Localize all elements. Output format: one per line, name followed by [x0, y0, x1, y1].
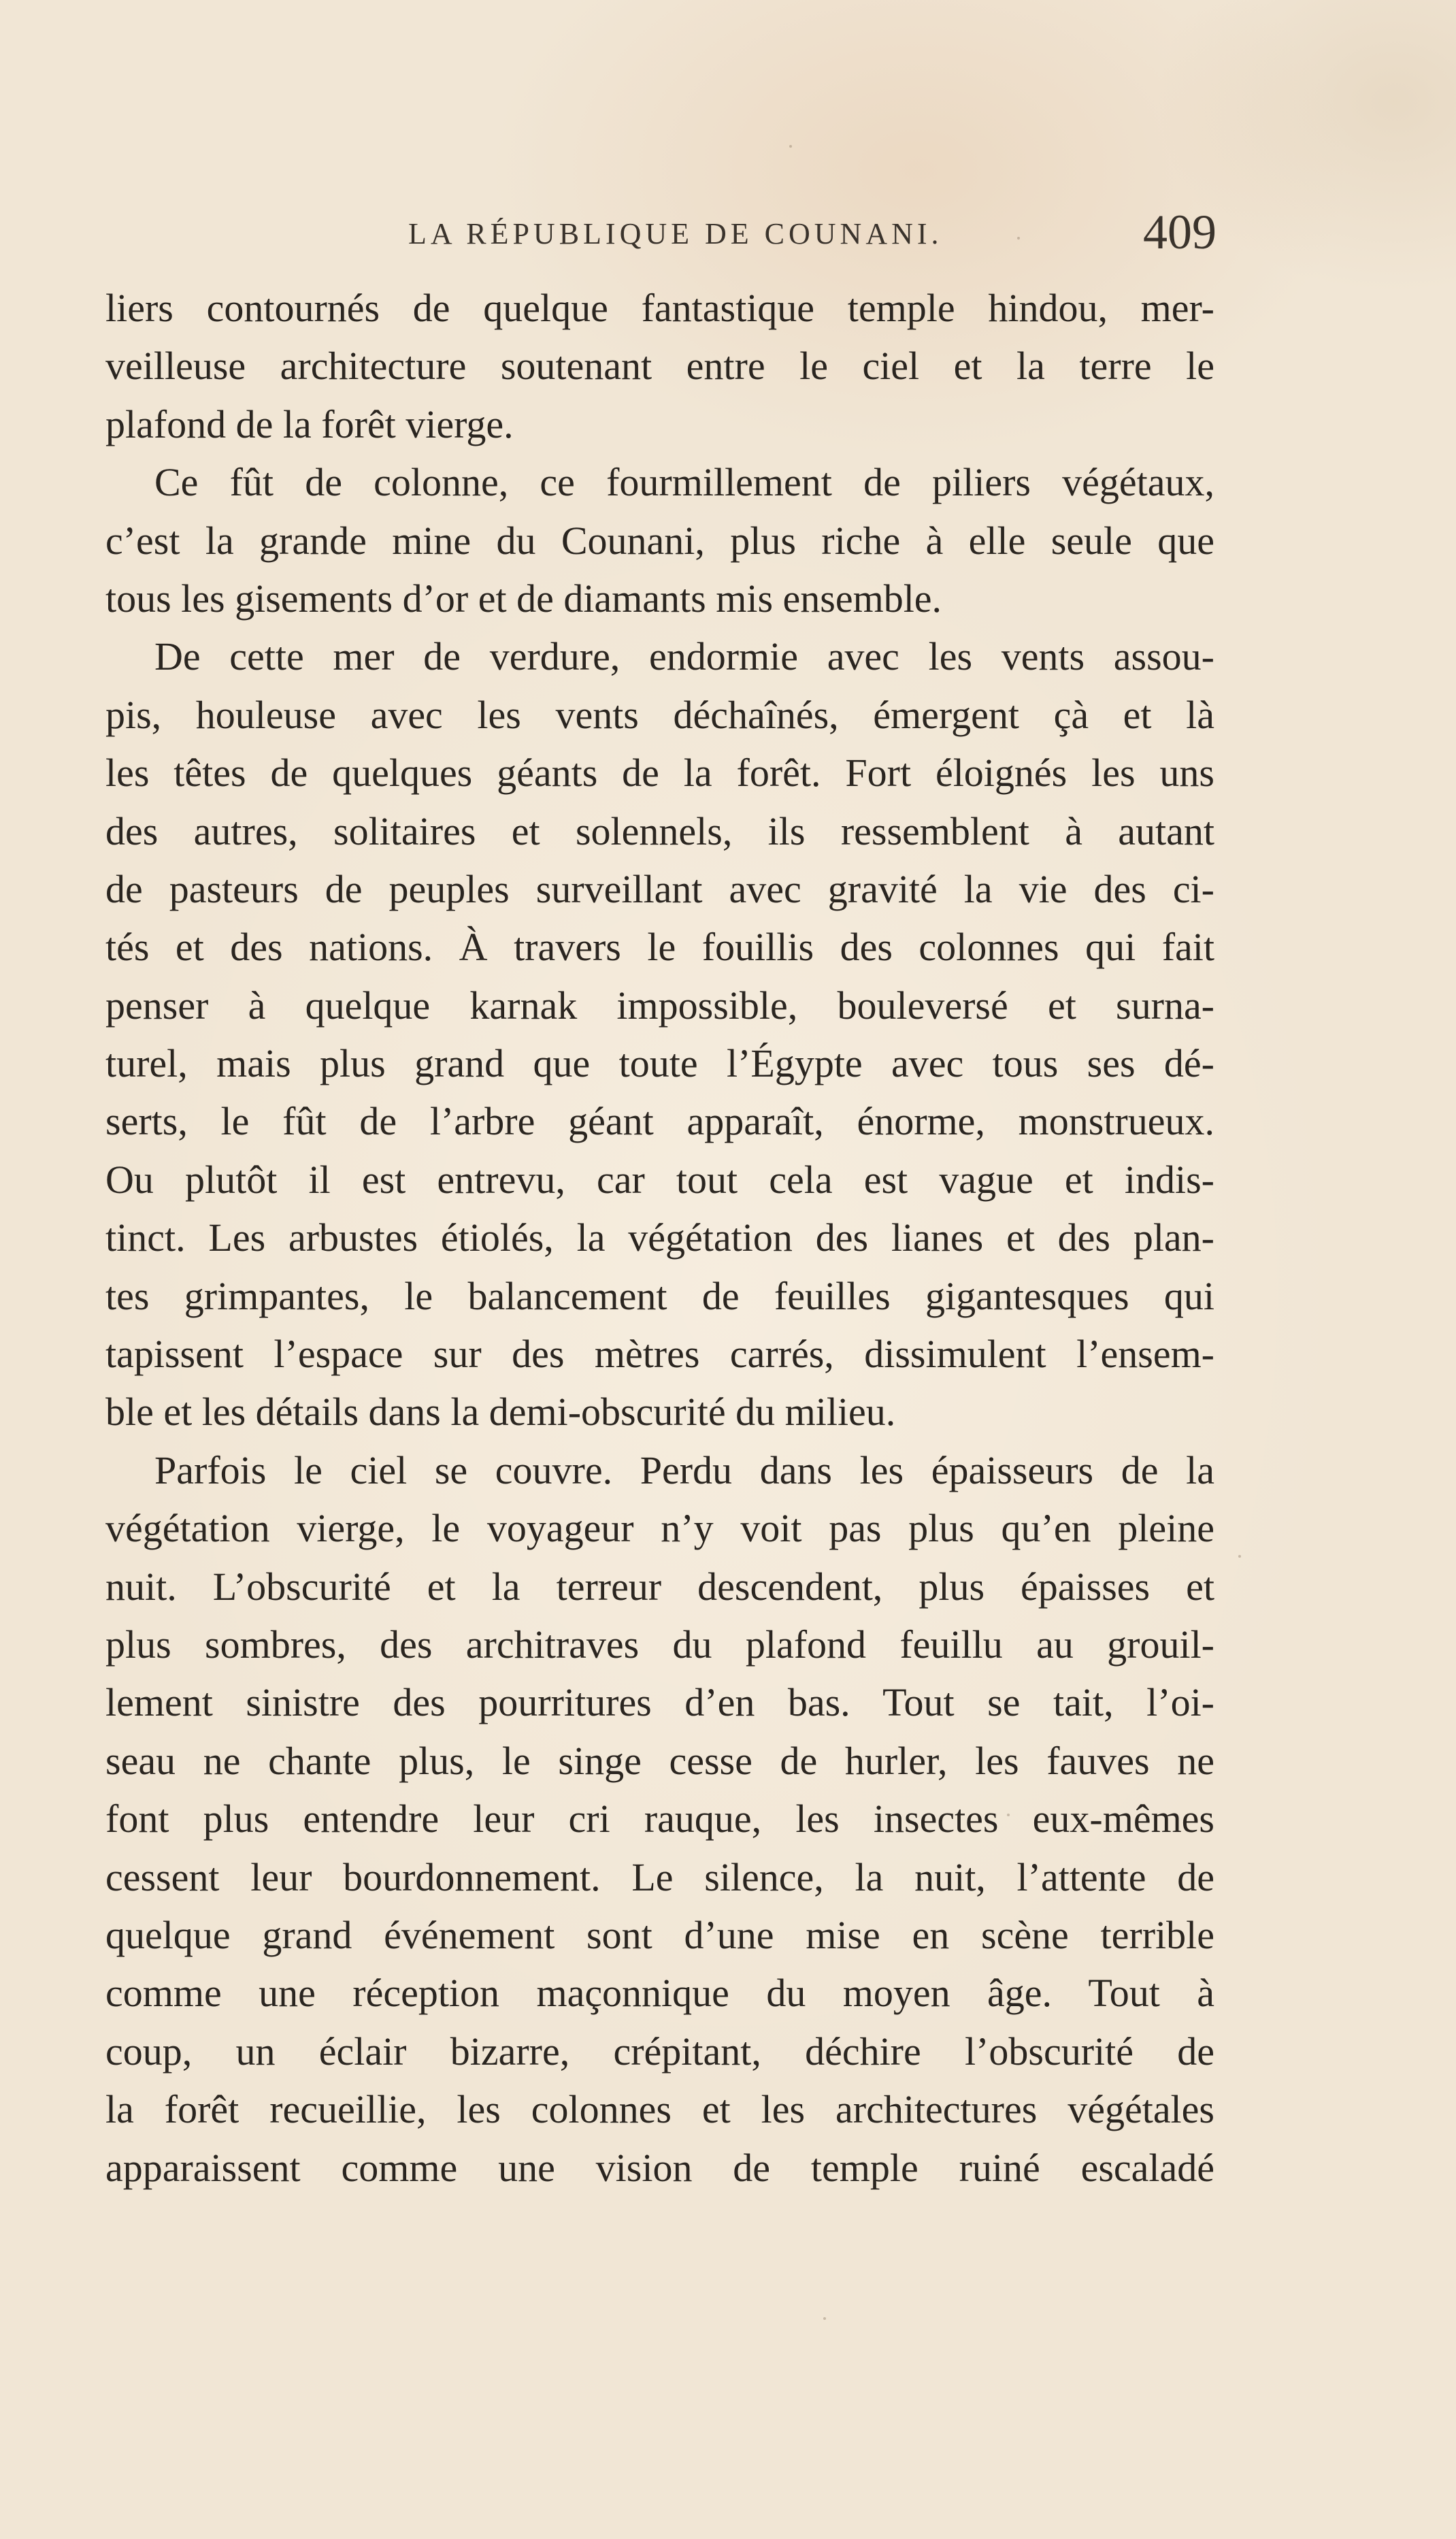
text-line: Ou plutôt il est entrevu, car tout cela est vague et indis-: [105, 1157, 1214, 1202]
text-line: cessent leur bourdonnement. Le silence, la nuit, l’attente de: [105, 1854, 1214, 1899]
paper-speck: [823, 2317, 826, 2320]
text-line: de pasteurs de peuples surveillant avec gravité la vie des ci-: [105, 866, 1214, 911]
text-line: font plus entendre leur cri rauque, les insectes eux-mêmes: [105, 1797, 1214, 1841]
text-line: tapissent l’espace sur des mètres carrés, dissimulent l’ensem-: [105, 1332, 1214, 1377]
text-line: les têtes de quelques géants de la forêt. Fort éloignés les uns: [105, 751, 1214, 796]
text-line: De cette mer de verdure, endormie avec les vents assou-: [154, 634, 1214, 679]
text-line: turel, mais plus grand que toute l’Égypte avec tous ses dé-: [105, 1041, 1214, 1086]
text-line: tés et des nations. À travers le fouillis des colonnes qui fait: [105, 925, 1214, 970]
text-line: serts, le fût de l’arbre géant apparaît, énorme, monstrueux.: [105, 1099, 1214, 1144]
text-line: Parfois le ciel se couvre. Perdu dans les épaisseurs de la: [154, 1447, 1214, 1492]
paper-speck: [1238, 1555, 1241, 1558]
paper-speck: [1007, 1814, 1010, 1816]
text-line: plafond de la forêt vierge.: [105, 402, 514, 446]
running-head: LA RÉPUBLIQUE DE COUNANI.: [408, 217, 943, 250]
text-line: tinct. Les arbustes étiolés, la végétation des lianes et des plan-: [105, 1215, 1214, 1260]
text-line: des autres, solitaires et solennels, ils ressemblent à autant: [105, 808, 1214, 853]
text-line: veilleuse architecture soutenant entre le ciel et la terre le: [105, 344, 1214, 389]
text-line: lement sinistre des pourritures d’en bas. Tout se tait, l’oi-: [105, 1680, 1214, 1725]
text-line: penser à quelque karnak impossible, bouleversé et surna-: [105, 983, 1214, 1028]
text-line: c’est la grande mine du Counani, plus riche à elle seule que: [105, 518, 1214, 563]
text-line: ble et les détails dans la demi-obscurité du milieu.: [105, 1390, 896, 1435]
text-line: comme une réception maçonnique du moyen âge. Tout à: [105, 1971, 1214, 2016]
text-line: plus sombres, des architraves du plafond feuillu au grouil-: [105, 1622, 1214, 1667]
text-line: tous les gisements d’or et de diamants mis ensemble.: [105, 576, 942, 621]
body-text: [105, 279, 1214, 2197]
text-line: coup, un éclair bizarre, crépitant, déchire l’obscurité de: [105, 2029, 1214, 2074]
text-line: liers contournés de quelque fantastique temple hindou, mer-: [105, 286, 1214, 330]
text-line: apparaissent comme une vision de temple ruiné escaladé: [105, 2145, 1214, 2190]
page-number: 409: [1143, 205, 1217, 259]
text-line: végétation vierge, le voyageur n’y voit pas plus qu’en pleine: [105, 1506, 1214, 1551]
text-line: quelque grand événement sont d’une mise en scène terrible: [105, 1912, 1214, 1957]
text-line: Ce fût de colonne, ce fourmillement de piliers végétaux,: [154, 460, 1214, 505]
text-line: nuit. L’obscurité et la terreur descendent, plus épaisses et: [105, 1564, 1214, 1609]
paper-speck: [789, 145, 792, 148]
text-line: tes grimpantes, le balancement de feuilles gigantesques qui: [105, 1273, 1214, 1318]
text-line: la forêt recueillie, les colonnes et les architectures végétales: [105, 2087, 1214, 2132]
text-line: seau ne chante plus, le singe cesse de hurler, les fauves ne: [105, 1738, 1214, 1783]
paper-speck: [1017, 237, 1020, 240]
text-line: pis, houleuse avec les vents déchaînés, émergent çà et là: [105, 692, 1214, 737]
